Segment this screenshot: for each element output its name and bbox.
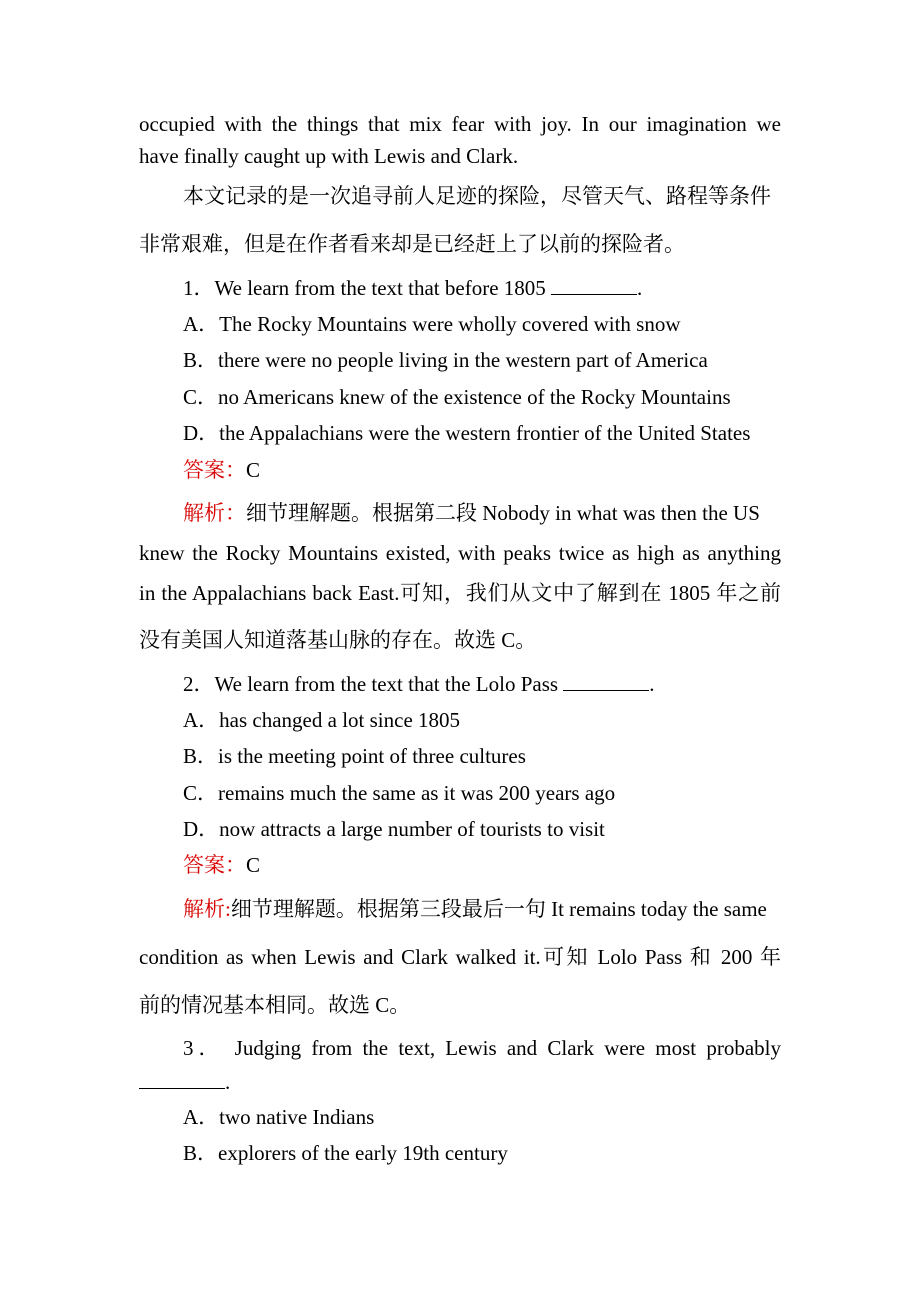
analysis-line <box>183 893 767 925</box>
analysis-text: 细节理解题。根据第二段 Nobody in what was then the US <box>246 501 760 525</box>
answer-label: 答案： <box>183 458 246 482</box>
analysis-text: 细节理解题。根据第三段最后一句 It remains today the same <box>230 897 767 921</box>
stem-end: . <box>637 276 643 300</box>
passage-line: have finally caught up with Lewis and Clark. <box>139 144 519 168</box>
option-b: B．explorers of the early 19th century <box>183 1141 508 1165</box>
analysis-label: 解析： <box>183 501 246 525</box>
passage-line: occupied with the things that mix fear with joy. In our imagination we <box>139 112 781 136</box>
question-2-stem: 2．We learn from the text that the Lolo Pass <box>183 672 559 696</box>
answer-blank <box>551 276 637 295</box>
analysis-line: in the Appalachians back East.可知，我们从文中了解到在 1805 年之前 <box>139 581 781 605</box>
question-3-stem: 3． Judging from the text, Lewis and Clark were most probably <box>183 1036 781 1060</box>
analysis-line: 前的情况基本相同。故选 C。 <box>139 993 411 1017</box>
option-a: A．two native Indians <box>183 1105 375 1129</box>
answer-blank <box>563 672 649 691</box>
option-b: B．is the meeting point of three cultures <box>183 744 526 768</box>
option-a: A．has changed a lot since 1805 <box>183 708 461 732</box>
answer-value: C <box>246 853 261 877</box>
question-stem-blank <box>139 1066 230 1098</box>
answer-value: C <box>246 458 261 482</box>
stem-end: . <box>649 672 655 696</box>
option-d: D．the Appalachians were the western frontier of the United States <box>183 421 751 445</box>
analysis-label: 解析: <box>183 897 231 921</box>
answer-label: 答案： <box>183 853 246 877</box>
summary-line: 非常艰难，但是在作者看来却是已经赶上了以前的探险者。 <box>139 232 685 256</box>
analysis-line: condition as when Lewis and Clark walked it.可知 Lolo Pass 和 200 年 <box>139 945 781 969</box>
question-stem <box>183 272 642 304</box>
summary-line: 本文记录的是一次追寻前人足迹的探险，尽管天气、路程等条件 <box>183 184 771 208</box>
option-c: C．remains much the same as it was 200 years ago <box>183 781 616 805</box>
stem-end: . <box>225 1070 231 1094</box>
option-b: B．there were no people living in the western part of America <box>183 348 708 372</box>
question-stem <box>183 668 655 700</box>
analysis-line <box>183 497 760 529</box>
option-c: C．no Americans knew of the existence of the Rocky Mountains <box>183 385 731 409</box>
analysis-line: 没有美国人知道落基山脉的存在。故选 C。 <box>139 628 537 652</box>
answer-blank <box>139 1070 225 1089</box>
question-1-stem: 1．We learn from the text that before 1805 <box>183 276 546 300</box>
answer-line <box>183 454 260 486</box>
analysis-line: knew the Rocky Mountains existed, with peaks twice as high as anything <box>139 541 781 565</box>
option-a: A．The Rocky Mountains were wholly covered with snow <box>183 312 681 336</box>
answer-line <box>183 849 260 881</box>
option-d: D．now attracts a large number of tourists to visit <box>183 817 605 841</box>
